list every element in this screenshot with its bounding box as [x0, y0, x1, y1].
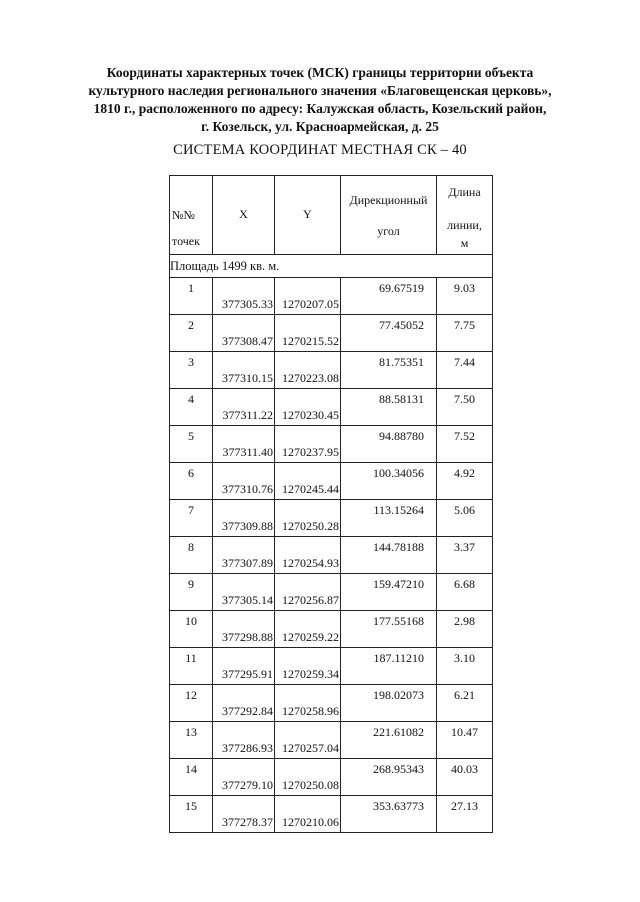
- line-length-cell: [437, 574, 493, 611]
- direction-angle-cell: [341, 611, 437, 648]
- line-length-value: 10.47: [451, 725, 478, 739]
- point-number-value: 9: [188, 577, 194, 591]
- x-coordinate-value: 377298.88: [222, 630, 273, 644]
- direction-angle-value: 94.88780: [379, 429, 424, 443]
- y-coordinate-cell: [275, 648, 341, 685]
- y-coordinate-cell: [275, 463, 341, 500]
- x-coordinate-value: 377309.88: [222, 519, 273, 533]
- y-coordinate-value: 1270254.93: [282, 556, 339, 570]
- point-number-value: 1: [188, 281, 194, 295]
- x-coordinate-value: 377278.37: [222, 815, 273, 829]
- point-number-cell: [170, 426, 213, 463]
- header-y-label: Y: [303, 207, 312, 221]
- direction-angle-cell: [341, 315, 437, 352]
- header-direction-label: Дирекционный: [349, 193, 428, 207]
- point-number-cell: [170, 352, 213, 389]
- header-length-label: Длина: [448, 185, 481, 199]
- point-number-cell: [170, 500, 213, 537]
- line-length-value: 5.06: [454, 503, 475, 517]
- direction-angle-cell: [341, 574, 437, 611]
- line-length-cell: [437, 426, 493, 463]
- point-number-cell: [170, 537, 213, 574]
- x-coordinate-cell: [213, 463, 275, 500]
- table-row: [170, 722, 493, 759]
- direction-angle-value: 159.47210: [373, 577, 424, 591]
- line-length-cell: [437, 759, 493, 796]
- header-points-label: точек: [172, 234, 200, 248]
- direction-angle-cell: [341, 537, 437, 574]
- header-direction-angle: [341, 176, 437, 255]
- y-coordinate-cell: [275, 537, 341, 574]
- line-length-cell: [437, 611, 493, 648]
- direction-angle-cell: [341, 389, 437, 426]
- x-coordinate-cell: [213, 759, 275, 796]
- table-row: [170, 315, 493, 352]
- x-coordinate-value: 377311.22: [222, 408, 273, 422]
- y-coordinate-value: 1270230.45: [282, 408, 339, 422]
- x-coordinate-value: 377311.40: [222, 445, 273, 459]
- x-coordinate-cell: [213, 611, 275, 648]
- x-coordinate-value: 377279.10: [222, 778, 273, 792]
- y-coordinate-cell: [275, 685, 341, 722]
- point-number-cell: [170, 389, 213, 426]
- header-number-label: №№: [172, 208, 195, 222]
- line-length-cell: [437, 685, 493, 722]
- direction-angle-cell: [341, 463, 437, 500]
- x-coordinate-value: 377308.47: [222, 334, 273, 348]
- title-line-2: культурного наследия регионального значения «Благовещенская церковь»,: [88, 83, 552, 98]
- point-number-cell: [170, 611, 213, 648]
- direction-angle-cell: [341, 426, 437, 463]
- y-coordinate-value: 1270256.87: [282, 593, 339, 607]
- y-coordinate-value: 1270250.28: [282, 519, 339, 533]
- direction-angle-value: 221.61082: [373, 725, 424, 739]
- line-length-value: 2.98: [454, 614, 475, 628]
- line-length-cell: [437, 537, 493, 574]
- x-coordinate-cell: [213, 278, 275, 315]
- point-number-cell: [170, 796, 213, 833]
- line-length-cell: [437, 278, 493, 315]
- y-coordinate-cell: [275, 759, 341, 796]
- point-number-value: 11: [185, 651, 197, 665]
- point-number-value: 14: [185, 762, 197, 776]
- x-coordinate-cell: [213, 315, 275, 352]
- line-length-value: 6.21: [454, 688, 475, 702]
- y-coordinate-value: 1270258.96: [282, 704, 339, 718]
- table-row: [170, 648, 493, 685]
- table-row: [170, 278, 493, 315]
- direction-angle-value: 100.34056: [373, 466, 424, 480]
- x-coordinate-cell: [213, 648, 275, 685]
- line-length-value: 7.75: [454, 318, 475, 332]
- y-coordinate-value: 1270210.06: [282, 815, 339, 829]
- point-number-cell: [170, 315, 213, 352]
- y-coordinate-cell: [275, 574, 341, 611]
- y-coordinate-value: 1270223.08: [282, 371, 339, 385]
- y-coordinate-cell: [275, 315, 341, 352]
- line-length-value: 7.52: [454, 429, 475, 443]
- direction-angle-value: 268.95343: [373, 762, 424, 776]
- x-coordinate-value: 377310.15: [222, 371, 273, 385]
- table-row: [170, 426, 493, 463]
- line-length-cell: [437, 389, 493, 426]
- line-length-value: 40.03: [451, 762, 478, 776]
- point-number-value: 13: [185, 725, 197, 739]
- x-coordinate-cell: [213, 722, 275, 759]
- x-coordinate-value: 377307.89: [222, 556, 273, 570]
- point-number-cell: [170, 685, 213, 722]
- point-number-value: 7: [188, 503, 194, 517]
- direction-angle-cell: [341, 278, 437, 315]
- line-length-cell: [437, 315, 493, 352]
- line-length-cell: [437, 463, 493, 500]
- table-row: [170, 352, 493, 389]
- header-angle-label: угол: [377, 224, 400, 238]
- direction-angle-value: 81.75351: [379, 355, 424, 369]
- y-coordinate-value: 1270257.04: [282, 741, 339, 755]
- coordinates-table: [169, 175, 493, 833]
- title-line-4: г. Козельск, ул. Красноармейская, д. 25: [201, 119, 439, 134]
- coordinate-system-heading: СИСТЕМА КООРДИНАТ МЕСТНАЯ СК – 40: [173, 142, 467, 158]
- table-row: [170, 574, 493, 611]
- x-coordinate-value: 377305.33: [222, 297, 273, 311]
- line-length-cell: [437, 352, 493, 389]
- x-coordinate-value: 377295.91: [222, 667, 273, 681]
- point-number-value: 3: [188, 355, 194, 369]
- table-row: [170, 685, 493, 722]
- x-coordinate-value: 377305.14: [222, 593, 273, 607]
- table-row: [170, 759, 493, 796]
- x-coordinate-cell: [213, 500, 275, 537]
- direction-angle-value: 113.15264: [373, 503, 424, 517]
- line-length-value: 27.13: [451, 799, 478, 813]
- x-coordinate-cell: [213, 685, 275, 722]
- point-number-cell: [170, 278, 213, 315]
- direction-angle-cell: [341, 352, 437, 389]
- line-length-value: 9.03: [454, 281, 475, 295]
- line-length-cell: [437, 648, 493, 685]
- line-length-value: 7.50: [454, 392, 475, 406]
- point-number-cell: [170, 574, 213, 611]
- direction-angle-cell: [341, 796, 437, 833]
- point-number-cell: [170, 463, 213, 500]
- table-row: [170, 500, 493, 537]
- y-coordinate-value: 1270207.05: [282, 297, 339, 311]
- header-y: [275, 176, 341, 255]
- header-unit-label: м: [460, 236, 469, 250]
- y-coordinate-value: 1270250.08: [282, 778, 339, 792]
- area-label: Площадь 1499 кв. м.: [170, 255, 493, 278]
- direction-angle-value: 177.55168: [373, 614, 424, 628]
- line-length-cell: [437, 500, 493, 537]
- table-header-row: [170, 176, 493, 255]
- direction-angle-value: 69.67519: [379, 281, 424, 295]
- y-coordinate-cell: [275, 389, 341, 426]
- x-coordinate-value: 377292.84: [222, 704, 273, 718]
- x-coordinate-cell: [213, 537, 275, 574]
- header-x: [213, 176, 275, 255]
- x-coordinate-value: 377286.93: [222, 741, 273, 755]
- line-length-cell: [437, 796, 493, 833]
- title-line-3: 1810 г., расположенного по адресу: Калужская область, Козельский район,: [93, 101, 547, 116]
- y-coordinate-cell: [275, 722, 341, 759]
- y-coordinate-value: 1270245.44: [282, 482, 339, 496]
- document-title: [60, 64, 580, 136]
- line-length-value: 3.37: [454, 540, 475, 554]
- y-coordinate-value: 1270237.95: [282, 445, 339, 459]
- table-row: [170, 389, 493, 426]
- y-coordinate-cell: [275, 278, 341, 315]
- direction-angle-value: 77.45052: [379, 318, 424, 332]
- point-number-value: 2: [188, 318, 194, 332]
- direction-angle-cell: [341, 722, 437, 759]
- direction-angle-value: 88.58131: [379, 392, 424, 406]
- y-coordinate-value: 1270259.22: [282, 630, 339, 644]
- direction-angle-cell: [341, 648, 437, 685]
- table-row: [170, 796, 493, 833]
- x-coordinate-cell: [213, 389, 275, 426]
- x-coordinate-cell: [213, 796, 275, 833]
- y-coordinate-cell: [275, 426, 341, 463]
- point-number-value: 4: [188, 392, 194, 406]
- area-row: [170, 255, 493, 278]
- y-coordinate-value: 1270215.52: [282, 334, 339, 348]
- point-number-value: 6: [188, 466, 194, 480]
- point-number-cell: [170, 722, 213, 759]
- y-coordinate-value: 1270259.34: [282, 667, 339, 681]
- x-coordinate-value: 377310.76: [222, 482, 273, 496]
- point-number-value: 8: [188, 540, 194, 554]
- x-coordinate-cell: [213, 352, 275, 389]
- point-number-cell: [170, 759, 213, 796]
- y-coordinate-cell: [275, 796, 341, 833]
- y-coordinate-cell: [275, 500, 341, 537]
- y-coordinate-cell: [275, 352, 341, 389]
- direction-angle-value: 198.02073: [373, 688, 424, 702]
- table-row: [170, 537, 493, 574]
- header-x-label: X: [239, 207, 248, 221]
- direction-angle-cell: [341, 759, 437, 796]
- x-coordinate-cell: [213, 574, 275, 611]
- title-line-1: Координаты характерных точек (МСК) границы территории объекта: [106, 65, 534, 80]
- line-length-value: 4.92: [454, 466, 475, 480]
- line-length-value: 3.10: [454, 651, 475, 665]
- point-number-cell: [170, 648, 213, 685]
- header-point-number: [170, 176, 213, 255]
- direction-angle-value: 144.78188: [373, 540, 424, 554]
- point-number-value: 15: [185, 799, 197, 813]
- direction-angle-value: 353.63773: [373, 799, 424, 813]
- table-row: [170, 463, 493, 500]
- x-coordinate-cell: [213, 426, 275, 463]
- y-coordinate-cell: [275, 611, 341, 648]
- direction-angle-cell: [341, 685, 437, 722]
- point-number-value: 5: [188, 429, 194, 443]
- line-length-value: 6.68: [454, 577, 475, 591]
- header-line-label: линии,: [447, 218, 482, 232]
- table-row: [170, 611, 493, 648]
- point-number-value: 12: [185, 688, 197, 702]
- direction-angle-cell: [341, 500, 437, 537]
- point-number-value: 10: [185, 614, 197, 628]
- line-length-cell: [437, 722, 493, 759]
- line-length-value: 7.44: [454, 355, 475, 369]
- direction-angle-value: 187.11210: [373, 651, 424, 665]
- header-line-length: [437, 176, 493, 255]
